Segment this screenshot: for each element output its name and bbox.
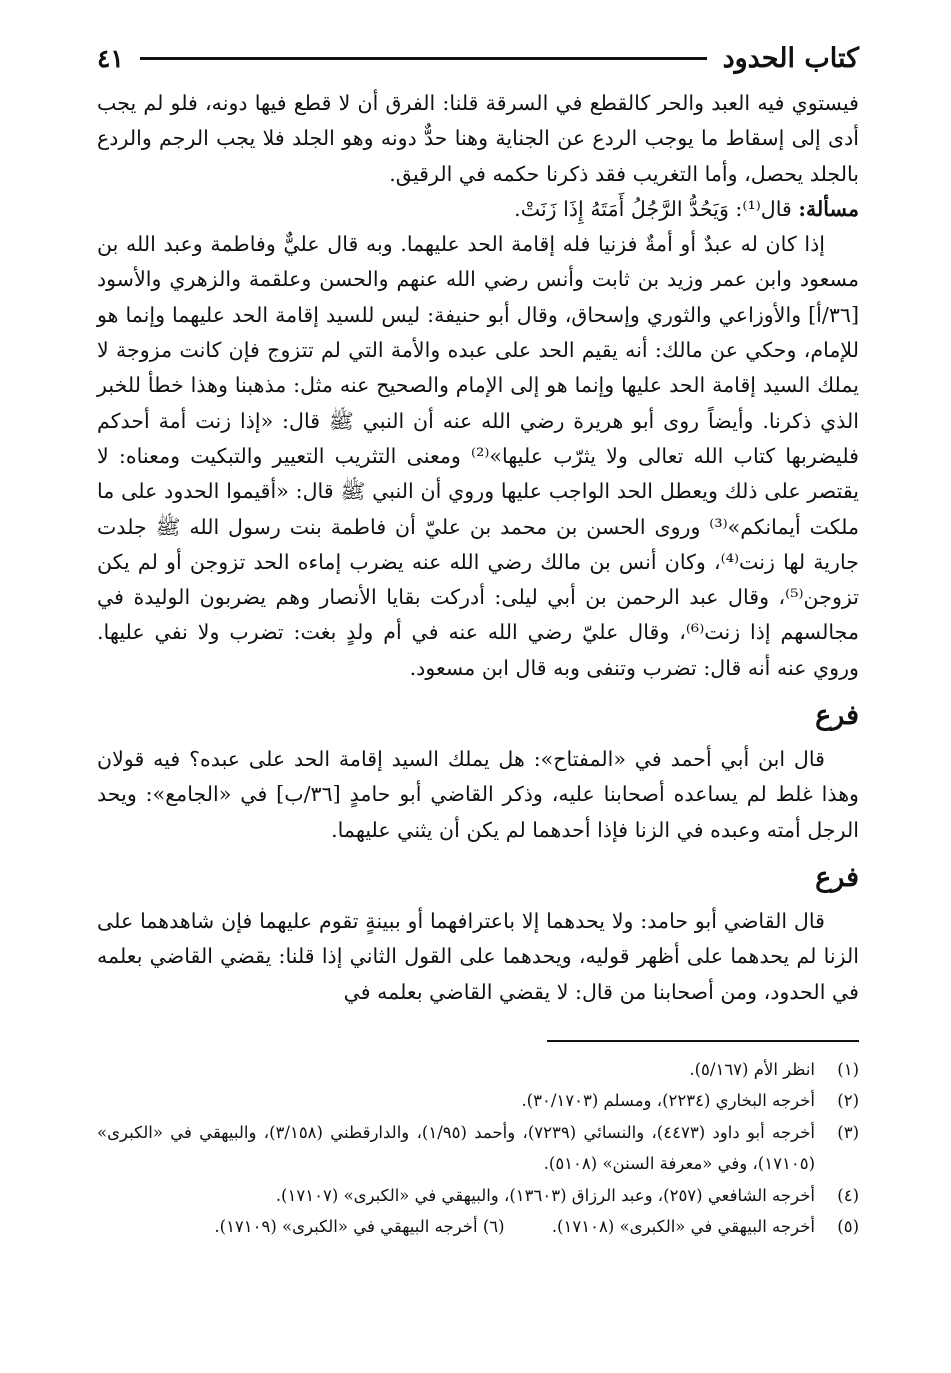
footnote-item bbox=[97, 1211, 859, 1243]
page-number: ٤١ bbox=[97, 43, 124, 73]
footnote-number: (٣) bbox=[837, 1122, 859, 1142]
body-text bbox=[97, 86, 859, 1010]
footnote-text: أخرجه أبو داود (٤٤٧٣)، والنسائي (٧٢٣٩)، وأحمد (١/٩٥)، والدارقطني (٣/١٥٨)، والبيهقي في «الكبرى» (١٧١٠٥)، وفي «معرفة السنن» (٥١٠٨). bbox=[97, 1122, 815, 1174]
footnote-item bbox=[97, 1180, 859, 1212]
footnote-number: (٤) bbox=[837, 1185, 859, 1205]
footnote-text-pair bbox=[97, 1211, 815, 1243]
footnote-item bbox=[97, 1085, 859, 1117]
footnote-text: أخرجه الشافعي (٢٥٧)، وعبد الرزاق (١٣٦٠٣)، والبيهقي في «الكبرى» (١٧١٠٧). bbox=[275, 1185, 815, 1205]
header-rule bbox=[140, 57, 707, 60]
footnote-text: أخرجه البيهقي في «الكبرى» (١٧١٠٨). bbox=[551, 1217, 815, 1237]
footnote-number: (٥) bbox=[837, 1217, 859, 1237]
intro-paragraph: فيستوي فيه العبد والحر كالقطع في السرقة قلنا: الفرق أن لا قطع فيها دونه، فلو لم يجب أدى إلى إسقاط ما يوجب الردع عن الجناية وهنا حدٌّ دونه وهو الجلد فلا يجب الرجم والردع بالجلد يحصل، وأما التغريب فقد ذكرنا حكمه في الرقيق. bbox=[97, 91, 859, 186]
book-title: كتاب الحدود bbox=[722, 42, 859, 74]
footnote-number: (٢) bbox=[837, 1091, 859, 1111]
footnote-number: (١) bbox=[837, 1059, 859, 1079]
footnote-text: أخرجه البخاري (٢٢٣٤)، ومسلم (٣٠/١٧٠٣). bbox=[521, 1091, 815, 1111]
section-2-paragraph: قال القاضي أبو حامد: ولا يحدهما إلا باعترافهما أو ببينةٍ تقوم عليهما فإن شاهدهما على الزنا لم يحدهما على أظهر قوليه، ويحدهما على القول الثاني إذا قلنا: يقضي القاضي بعلمه في الحدود، ومن أصحابنا من قال: لا يقضي القاضي بعلمه في bbox=[97, 908, 859, 1004]
section-heading-2: فرع bbox=[815, 861, 859, 893]
section-heading-1: فرع bbox=[815, 700, 859, 732]
masala-text: قال⁽¹⁾: وَيَحُدُّ الرَّجُلُ أَمَتَهُ إِذَا زَنَتْ. bbox=[514, 196, 792, 221]
section-1-paragraph: قال ابن أبي أحمد في «المفتاح»: هل يملك السيد إقامة الحد على عبده؟ فيه قولان وهذا غلط لم يساعده أصحابنا عليه، وذكر القاضي أبو حامدٍ [٣٦/ب] في «الجامع»: ويحد الرجل أمته وعبده في الزنا فإذا أحدهما لم يكن أن يثني عليهما. bbox=[97, 747, 859, 842]
footnotes bbox=[97, 1054, 859, 1243]
footnote-number: (٦) bbox=[482, 1217, 505, 1237]
masala-paragraph bbox=[97, 192, 859, 227]
footnote-text: أخرجه البيهقي في «الكبرى» (١٧١٠٩). bbox=[214, 1217, 478, 1237]
main-paragraph: إذا كان له عبدٌ أو أمةٌ فزنيا فله إقامة الحد عليهما. وبه قال عليٌّ وفاطمة وعبد الله بن مسعود وابن عمر وزيد بن ثابت وأنس رضي الله عنهم والحسن وعلقمة والزهري والأسود [٣٦/أ] والأوزاعي والثوري وإسحاق، وقال أبو حنيفة: ليس للسيد إقامة الحد عليهما وإنما هو للإمام، وحكي عن مالك: أنه يقيم الحد على عبده والأمة التي لم تتزوج فإن كانت مزوجة لا يملك السيد إقامة الحد عليها وإنما هو إلى الإمام والصحيح عنه مثل: مذهبنا وهذا خطأ للخبر الذي ذكرنا. وأيضاً روى أبو هريرة رضي الله عنه أن النبي ﷺ قال: «إذا زنت أمة أحدكم فليضربها كتاب الله تعالى ولا يثرّب عليها»⁽²⁾ ومعنى التثريب التعيير والتبكيت ومعناه: لا يقتصر على ذلك ويعطل الحد الواجب عليها وروي أن النبي ﷺ قال: «أقيموا الحدود على ما ملكت أيمانكم»⁽³⁾ وروى الحسن بن محمد بن عليّ أن فاطمة بنت رسول الله ﷺ جلدت جارية لها زنت⁽⁴⁾، وكان أنس بن مالك رضي الله عنه يضرب إماءه الحد تزوجن أو لم يكن تزوجن⁽⁵⁾، وقال عبد الرحمن بن أبي ليلى: أدركت بقايا الأنصار وهم يضربون الوليدة في مجالسهم إذا زنت⁽⁶⁾، وقال عليّ رضي الله عنه في أم ولدٍ بغت: تضرب ولا نفي عليها. وروي عنه أنه قال: تضرب وتنفى وبه قال ابن مسعود. bbox=[97, 232, 860, 680]
footnote-separator bbox=[547, 1040, 859, 1042]
footnote-inline-item bbox=[214, 1211, 504, 1243]
footnote-text: انظر الأم (٥/١٦٧). bbox=[689, 1059, 815, 1079]
footnote-item bbox=[97, 1054, 859, 1086]
footnote-item bbox=[97, 1117, 859, 1180]
page-header bbox=[97, 36, 859, 80]
masala-label: مسألة: bbox=[798, 196, 859, 221]
